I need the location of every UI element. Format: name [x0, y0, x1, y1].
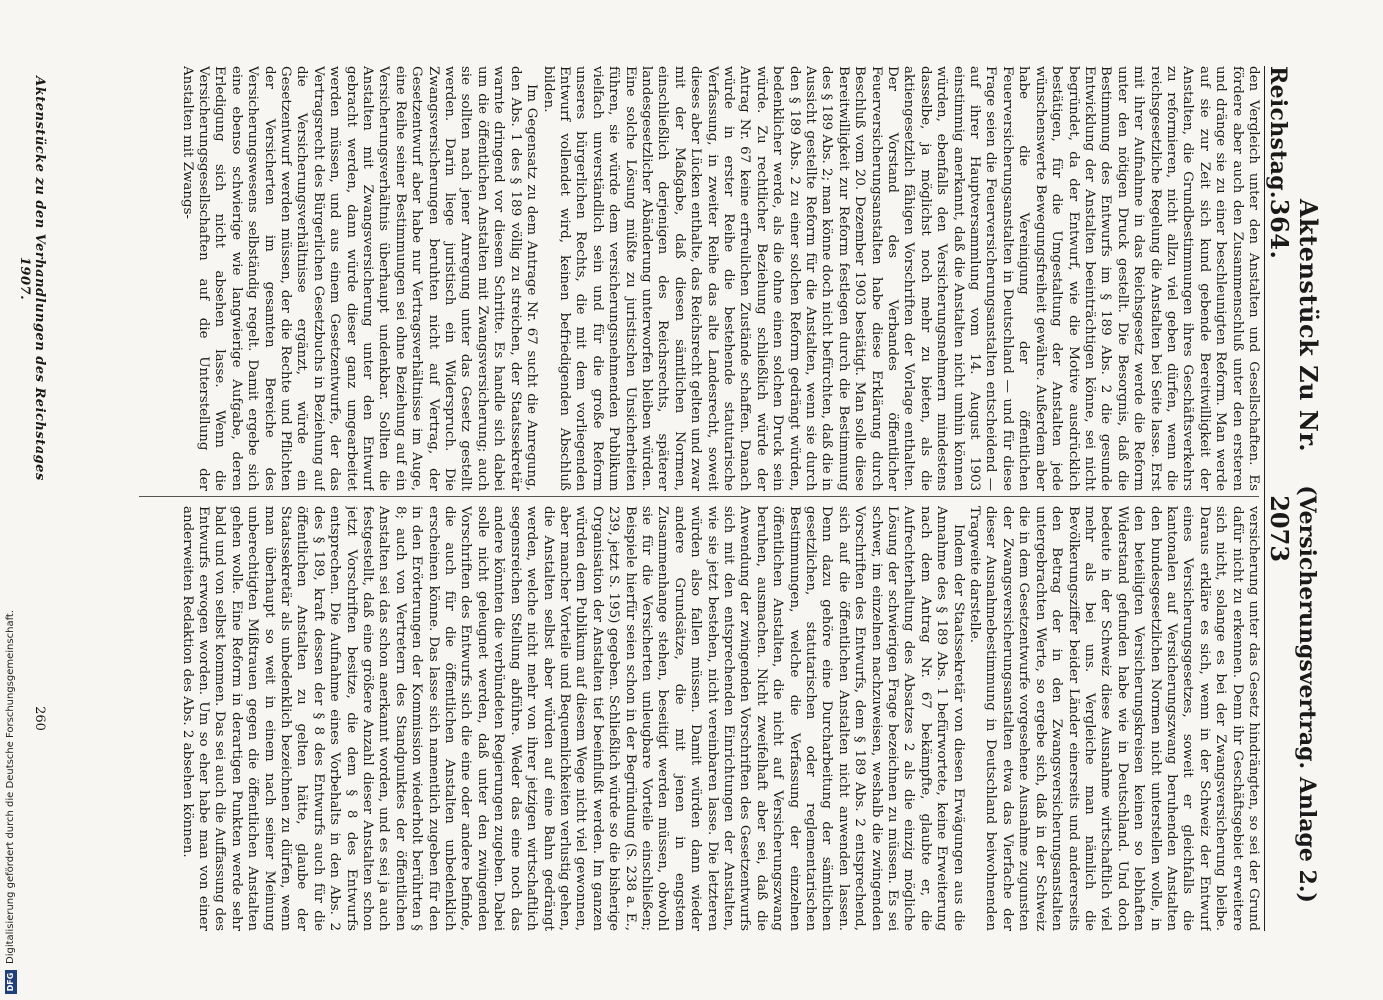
footer-page-number: 260: [32, 706, 47, 731]
header-title: Aktenstück Zu Nr. 364.: [1265, 198, 1323, 453]
header-right: [1265, 485, 1320, 931]
page-header: [1264, 66, 1323, 931]
header-right-text: (Versicherungsvertrag. Anlage 2.): [1294, 485, 1320, 903]
paragraph: Im Gegensatz zu dem Antrage Nr. 67 sucht die Anregung, den Abs. 1 des § 189 völlig zu streichen, der Staatssekretär warnte dringend vor diesem Schritte. Es handle sich dabei um die öffentlichen Anstalten mit Zwangsversicherung; auch sie sollten nach jener Anregung unter das Gesetz gestellt werden. Darin liege juristisch ein Widerspruch. Die Zwangsversicherungen beruhten nicht auf Vertrag, der Gesetzentwurf aber habe nur Vertragsverhältnisse im Auge, eine Reihe seiner Bestimmungen sei ohne Beziehung auf ein Versicherungsverhältnis überhaupt undenkbar. Sollten die Anstalten mit Zwangsversicherung unter den Entwurf gebracht werden, dann würde dieser ganz umgearbeitet werden müssen, und aus einem Gesetzentwurfe, der das Vertragsrecht des Bürgerlichen Gesetzbuchs in Beziehung auf die Versicherungsverhältnisse ergänzt, würde ein Gesetzentwurf werden müssen, der die Rechte und Pflichten der Versicherten im gesamten Bereiche des Versicherungswesens selbständig regelt. Damit ergebe sich eine ebenso schwierige wie langwierige Aufgabe, deren Erledigung sich nicht absehen lasse. Wenn die Versicherungsgesellschaften auf die Unterstellung der Anstalten mit Zwangs-: [179, 66, 540, 491]
paragraph: den Vergleich unter den Anstalten und Gesellschaften. Es fördere aber auch den Zusammenschluß unter den ersteren und dränge sie zu einer beschleunigten Reform. Man werde auf sie zur Zeit sich kund gebende Bereitwilligkeit der Anstalten, die Grundbestimmungen ihres Geschäftsverkehrs zu reformieren, nicht allzu viel geben dürfen, wenn die reichsgesetzliche Regelung die Anstalten bei Seite lasse. Erst mit ihrer Aufnahme in das Reichsgesetz werde die Reform unter den nötigen Druck gestellt. Die Besorgnis, daß die Bestimmung des Entwurfs im § 189 Abs. 2 die gesunde Entwicklung der Anstalten beeinträchtigen könne, sei nicht begründet, da der Entwurf, wie die Motive ausdrücklich bestätigen, für die Umgestaltung der Anstalten jede wünschenswerte Bewegungsfreiheit gewähre. Außerdem aber habe die Vereinigung der öffentlichen Feuerversicherungsanstalten in Deutschland — und für diese Frage seien die Feuerversicherungsanstalten entscheidend — auf ihrer Hauptversammlung vom 14. August 1903 einstimmig anerkannt, daß die Anstalten nicht umhin können würden, ebenfalls den Versicherungsnehmern mindestens dasselbe, ja möglichst noch mehr zu bieten, als die aktiengesetzlich fähigen Vorschriften der Vorlage enthalten. Der Vorstand des Verbandes öffentlicher Feuerversicherungsanstalten habe diese Erklärung durch Beschluß vom 20. Dezember 1903 bestätigt. Man solle diese Bereitwilligkeit zur Reform festlegen durch die Bestimmung des § 189 Abs. 2; man könne doch nicht befürchten, daß die in Aussicht gestellte Reform für die Anstalten, wenn sie durch den § 189 Abs. 2 zu einer solchen Reform gedrängt würden, bedenklicher werde, als die ohne einen solchen Druck sein würde. Zu rechtlicher Beziehung schließlich würde der Antrag Nr. 67 keine erfreulichen Zustände schaffen. Danach würde in erster Reihe die bestehende statutarische Verfassung, in zweiter Reihe das alte Landesrecht, soweit dieses aber Lücken enthalte, das Reichsrecht gelten und zwar mit der Maßgabe, daß diesen sämtlichen Normen, einschließlich derjenigen des Reichsrechts, späterer landesgesetzlicher Abänderung unterworfen bleiben würden. Eine solche Lösung müßte zu juristischen Unsicherheiten führen, sie würde dem versicherungsnehmenden Publikum vielfach unverständlich sein und für die große Reform unseres bürgerlichen Rechts, die mit dem vorliegenden Entwurf vollendet wird, keinen befriedigenden Abschluß bilden.: [540, 66, 1261, 491]
footer-title: Aktenstücke zu den Verhandlungen des Reichstages 1907.: [17, 76, 47, 481]
paragraph: versicherung unter das Gesetz hindrängten, so sei der Grund dafür nicht zu erkennen. Denn ihr Geschäftsgebiet erweitere sich nicht, solange es bei der Zwangsversicherung bleibe. Daraus erkläre es sich, wenn in der Schweiz der Entwurf eines Versicherungsgesetzes, soweit er gleichfalls die kantonalen auf Versicherungszwang beruhenden Anstalten den bundesgesetzlichen Normen nicht unterstellen wolle, in den beteiligten Versicherungskreisen keinen so lebhaften Widerstand gefunden habe wie in Deutschland. Und doch bedeute in der Schweiz diese Ausnahme wirtschaftlich viel mehr als bei uns. Vergleiche man nämlich die Bevölkerungsziffer beider Länder einerseits und andererseits den Betrag der in den Zwangsversicherungsanstalten untergebrachten Werte, so ergebe sich, daß in der Schweiz die in dem Gesetzentwurfe vorgesehene Ausnahme zugunsten der Zwangsversicherungsanstalten etwa das Vierfache der dieser Ausnahmebestimmung in Deutschland beiwohnenden Tragweite darstelle.: [967, 506, 1261, 931]
header-left: Reichstag.: [1265, 66, 1291, 199]
text-column-right: [101, 506, 1261, 931]
text-column-left: [101, 66, 1261, 491]
dfg-logo: DFG: [5, 970, 17, 994]
paragraph: Indem der Staatssekretär von diesen Erwägungen aus die Annahme des § 189 Abs. 1 befürwortete, keine Erweiterung nach dem Antrag Nr. 67 bekämpfte, glaubte er, die Aufrechterhaltung des Absatzes 2 als die einzig mögliche Lösung der schwierigen Frage bezeichnen zu müssen. Es sei schwer, im einzelnen nachzuweisen, weshalb die zwingenden Vorschriften des Entwurfs, dem § 189 Abs. 2 entsprechend, sich auf die öffentlichen Anstalten nicht anwenden lassen. Denn dazu gehöre eine Durcharbeitung der sämtlichen gesetzlichen, statutarischen oder reglementarischen Bestimmungen, welche die Verfassung der einzelnen öffentlichen Anstalten, die nicht auf Versicherungszwang beruhen, ausmachen. Nicht zweifelhaft aber sei, daß die Anwendung der zwingenden Vorschriften des Gesetzentwurfs sich mit den entsprechenden Einrichtungen der Anstalten, wie sie jetzt bestehen, nicht vereinbaren lasse. Die letzteren würden also fallen müssen. Damit würden dann wieder andere Grundsätze, die mit jenen in engstem Zusammenhange stehen, beseitigt werden müssen, obwohl sie für die Versicherten unleugbare Vorteile einschließen; Beispiele hierfür seien schon in der Begründung (S. 238 a. E., 239, jetzt S. 195) gegeben. Schließlich würde so die bisherige Organisation der Anstalten tief beeinflußt werden. Im ganzen würden dem Publikum auf diesem Wege nicht viel gewonnen, aber mancher Vorteile und Bequemlichkeiten verlustig gehen, die Anstalten selbst aber würden auf eine Bahn gedrängt werden, welche nicht mehr von ihrer jetzigen wirtschaftlich segensreichen Stellung abführe. Weder das eine noch das andere könnten die verbündeten Regierungen zugeben. Dabei solle nicht geleugnet werden, daß unter den zwingenden Vorschriften des Entwurfs sich die eine oder andere befinde, die auch für die öffentlichen Anstalten unbedenklich erscheinen könne. Das lasse sich namentlich zugeben für den in den Erörterungen der Kommission wiederholt berührten § 8; auch von Vertretern des Standpunktes der öffentlichen Anstalten sei das schon anerkannt worden, und es sei ja auch festgestellt, daß eine größere Anzahl dieser Anstalten schon jetzt Vorschriften besitze, die dem § 8 des Entwurfs entsprechen. Die Aufnahme eines Vorbehalts in den Abs. 2 des § 189, kraft dessen der § 8 des Entwurfs auch für die öffentlichen Anstalten zu gelten hätte, glaube der Staatssekretär als unbedenklich bezeichnen zu dürfen, wenn man überhaupt so weit in einem nach seiner Meinung unberechtigten Mißtrauen gegen die öffentlichen Anstalten gehen wolle. Eine Reform in derartigen Punkten werde sehr bald und von selbst kommen. Das sei auch die Auffassung des Entwurfs erwogen worden. Um so eher habe man von einer anderweiten Redaktion des Abs. 2 absehen können.: [179, 506, 966, 931]
column-divider: [139, 496, 1259, 497]
attribution-text: Digitalisierung gefördert durch die Deutsche Forschungsgemeinschaft.: [5, 609, 16, 964]
page-number: 2073: [1265, 495, 1294, 563]
attribution-strip: [0, 0, 22, 1000]
